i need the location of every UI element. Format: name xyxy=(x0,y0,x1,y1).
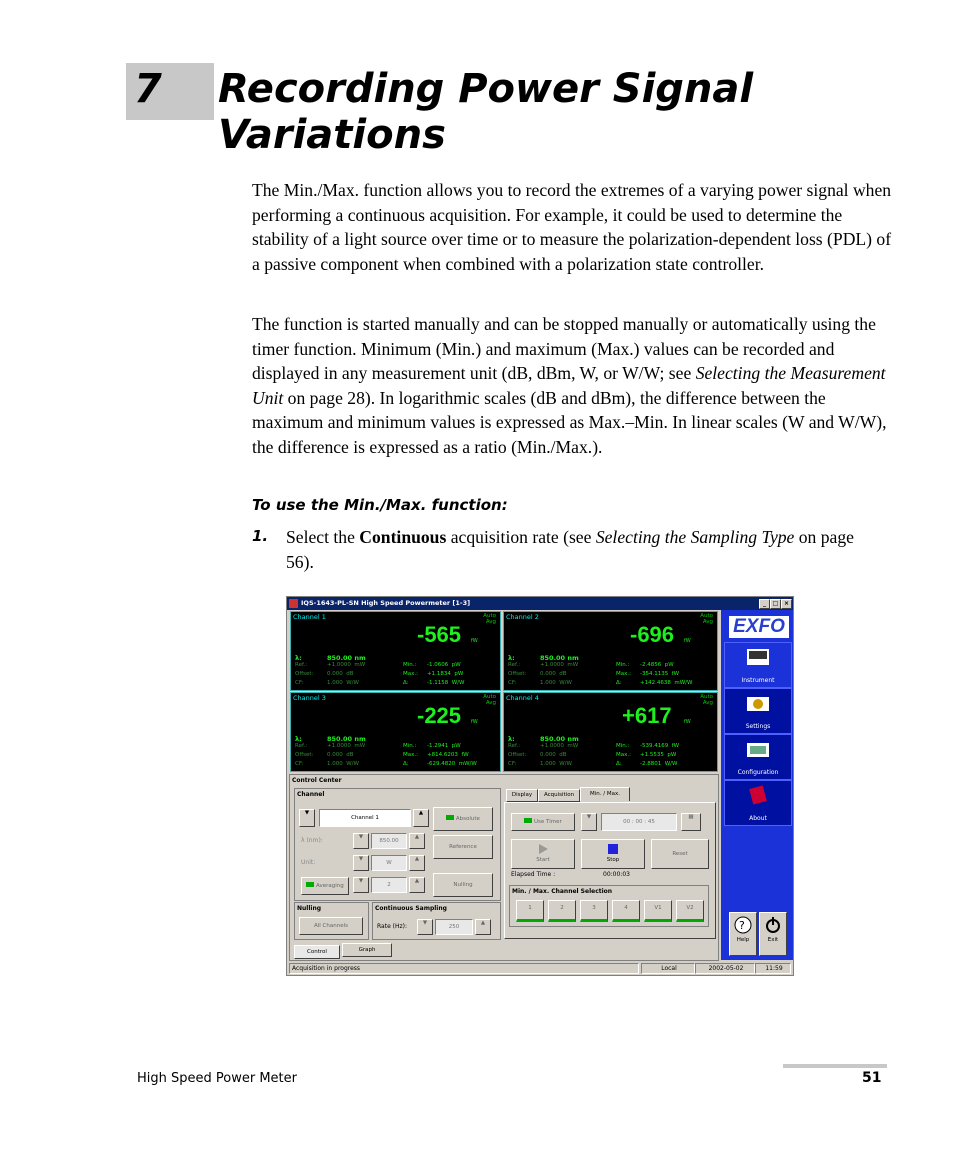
wavelength-field-label: λ (nm): xyxy=(301,837,323,844)
status-message: Acquisition in progress xyxy=(289,963,639,974)
step-number: 1. xyxy=(252,527,269,545)
app-screenshot xyxy=(286,596,794,976)
sidebar-item-instrument[interactable]: Instrument xyxy=(724,642,792,688)
gear-icon xyxy=(747,695,769,713)
channel-selection-title: Min. / Max. Channel Selection xyxy=(512,888,613,895)
exfo-logo: EXFO xyxy=(729,616,789,638)
param-values: +1.0000 mW 0.000 dB 1.000 W/W xyxy=(327,743,366,767)
select-channel-2[interactable]: 2 xyxy=(548,900,576,922)
minmax-labels: Min.: Max.: Δ: xyxy=(616,743,631,767)
timer-input[interactable]: 00 : 00 : 45 xyxy=(601,813,677,831)
channel-name: Channel 3 xyxy=(293,694,326,702)
channel-group-title: Channel xyxy=(297,791,325,798)
averaging-toggle[interactable]: Averaging xyxy=(301,877,349,895)
procedure-heading: To use the Min./Max. function: xyxy=(252,496,508,514)
channel-name: Channel 4 xyxy=(506,694,539,702)
power-value: -225 xyxy=(417,703,462,728)
window-title: IQS-1643-PL-SN High Speed Powermeter [1-3] xyxy=(301,599,471,607)
power-value: -565 xyxy=(417,622,462,647)
wavelength-label: λ: xyxy=(295,735,302,743)
nulling-group-title: Nulling xyxy=(297,905,322,912)
stop-button[interactable]: Stop xyxy=(581,839,645,869)
wavelength-value: 850.00 nm xyxy=(540,654,579,662)
about-book-icon xyxy=(749,785,767,805)
rate-label: Rate (Hz): xyxy=(377,923,408,930)
minmax-values: -1.2941 pW +814.6203 fW -629.4820 mW/W xyxy=(427,743,477,767)
channel-selection-group xyxy=(509,885,709,927)
wavelength-value: 850.00 nm xyxy=(327,735,366,743)
maximize-button[interactable]: □ xyxy=(770,599,781,609)
power-unit: fW xyxy=(684,638,691,644)
tab-min-max[interactable]: Min. / Max. xyxy=(580,787,630,801)
wavelength-input[interactable]: 850.00 xyxy=(371,833,407,849)
tab-control[interactable]: Control xyxy=(294,945,340,959)
app-icon xyxy=(289,599,298,608)
unit-down-button[interactable]: ▼ xyxy=(353,855,369,871)
start-button[interactable]: Start xyxy=(511,839,575,869)
stop-icon xyxy=(607,843,619,855)
averaging-input[interactable]: 2 xyxy=(371,877,407,893)
channel-display[interactable] xyxy=(290,611,501,691)
use-timer-toggle[interactable]: Use Timer xyxy=(511,813,575,831)
channel-prev-button[interactable]: ▼ xyxy=(299,809,315,827)
power-unit: fW xyxy=(471,719,478,725)
help-button[interactable]: ? Help xyxy=(729,912,757,956)
sidebar-item-about[interactable]: About xyxy=(724,780,792,826)
param-labels: Ref.: Offset: CF: xyxy=(295,743,314,767)
instrument-icon xyxy=(747,649,769,665)
tab-acquisition[interactable]: Acquisition xyxy=(538,789,580,802)
select-virtual-2[interactable]: V2 xyxy=(676,900,704,922)
channel-display[interactable] xyxy=(503,692,718,772)
cross-reference[interactable]: Selecting the Measurement Unit xyxy=(252,363,886,408)
channel-group xyxy=(294,788,501,901)
status-time: 11:59 xyxy=(755,963,791,974)
help-icon xyxy=(734,915,752,935)
select-channel-1[interactable]: 1 xyxy=(516,900,544,922)
power-unit: fW xyxy=(684,719,691,725)
nulling-group xyxy=(294,902,369,940)
minmax-labels: Min.: Max.: Δ: xyxy=(616,662,631,686)
reference-button[interactable]: Reference xyxy=(433,835,493,859)
play-icon xyxy=(537,843,549,855)
wavelength-down-button[interactable]: ▼ xyxy=(353,833,369,849)
timer-down-button[interactable]: ▼ xyxy=(581,813,597,831)
averaging-down-button[interactable]: ▼ xyxy=(353,877,369,893)
calculator-icon[interactable]: ▦ xyxy=(681,813,701,831)
footer-rule xyxy=(783,1064,887,1068)
sidebar-item-configuration[interactable]: Configuration xyxy=(724,734,792,780)
select-channel-4[interactable]: 4 xyxy=(612,900,640,922)
range-mode: Auto Avg xyxy=(700,613,713,625)
channel-display[interactable] xyxy=(290,692,501,772)
param-labels: Ref.: Offset: CF: xyxy=(295,662,314,686)
tab-graph[interactable]: Graph xyxy=(342,943,392,957)
control-center-title: Control Center xyxy=(292,777,342,784)
status-bar xyxy=(287,961,793,975)
unit-select[interactable]: W xyxy=(371,855,407,871)
power-icon xyxy=(764,915,782,935)
channel-name: Channel 1 xyxy=(293,613,326,621)
minmax-values: -539.4169 fW +1.5535 pW -2.8801 W/W xyxy=(640,743,680,767)
wavelength-label: λ: xyxy=(508,654,515,662)
unit-up-button[interactable]: ▲ xyxy=(409,855,425,871)
status-mode: Local xyxy=(641,963,695,974)
power-unit: fW xyxy=(471,638,478,644)
channel-name: Channel 2 xyxy=(506,613,539,621)
elapsed-time-value: 00:00:03 xyxy=(603,871,630,878)
power-value: +617 xyxy=(622,703,672,728)
rate-up-button[interactable]: ▲ xyxy=(475,919,491,935)
step-text: Select the Continuous acquisition rate (see Selecting the Sampling Type on page 56). xyxy=(286,527,854,572)
rate-input[interactable]: 250 xyxy=(435,919,473,935)
window-titlebar xyxy=(287,597,793,610)
function-paragraph: The function is started manually and can be stopped manually or automatically using the timer function. Minimum (Min.) and maximum (Max.) values can be recorded and displayed in any measurement unit (dB, dBm, W, or W/W; see Selecting the Measurement Unit on page 28). In logarithmic scales (dB and dBm), the difference between the maximum and minimum values is expressed as Max.–Min. In linear scales (W and W/W), the difference is expressed as a ratio (Min./Max.). xyxy=(252,314,887,457)
led-indicator xyxy=(524,818,532,823)
channel-next-button[interactable]: ▲ xyxy=(413,809,429,827)
reset-button[interactable]: Reset xyxy=(651,839,709,869)
power-value: -696 xyxy=(630,622,675,647)
nulling-button[interactable]: Nulling xyxy=(433,873,493,897)
wavelength-up-button[interactable]: ▲ xyxy=(409,833,425,849)
param-values: +1.0000 mW 0.000 dB 1.000 W/W xyxy=(540,662,579,686)
minimize-button[interactable]: _ xyxy=(759,599,770,609)
elapsed-time-label: Elapsed Time : xyxy=(511,871,556,878)
channel-select[interactable]: Channel 1 xyxy=(319,809,411,827)
exit-button[interactable]: Exit xyxy=(759,912,787,956)
wavelength-value: 850.00 nm xyxy=(540,735,579,743)
led-indicator xyxy=(306,882,314,887)
led-indicator xyxy=(446,815,454,820)
sidebar-item-settings[interactable]: Settings xyxy=(724,688,792,734)
wavelength-label: λ: xyxy=(295,654,302,662)
page-number: 51 xyxy=(862,1070,882,1086)
rate-down-button[interactable]: ▼ xyxy=(417,919,433,935)
chapter-title: Recording Power Signal Variations xyxy=(218,66,754,158)
configuration-icon xyxy=(747,741,769,759)
averaging-up-button[interactable]: ▲ xyxy=(409,877,425,893)
minmax-labels: Min.: Max.: Δ: xyxy=(403,743,418,767)
wavelength-value: 850.00 nm xyxy=(327,654,366,662)
close-button[interactable]: × xyxy=(781,599,792,609)
select-channel-3[interactable]: 3 xyxy=(580,900,608,922)
null-all-channels-button[interactable]: All Channels xyxy=(299,917,363,935)
minmax-labels: Min.: Max.: Δ: xyxy=(403,662,418,686)
continuous-sampling-group xyxy=(372,902,501,940)
svg-text:?: ? xyxy=(739,919,745,932)
range-mode: Auto Avg xyxy=(700,694,713,706)
footer-title: High Speed Power Meter xyxy=(137,1071,297,1086)
tab-display[interactable]: Display xyxy=(506,789,538,802)
chapter-number: 7 xyxy=(134,66,162,112)
wavelength-label: λ: xyxy=(508,735,515,743)
minmax-values: -1.0606 pW +1.1834 pW -1.1158 W/W xyxy=(427,662,465,686)
select-virtual-1[interactable]: V1 xyxy=(644,900,672,922)
cross-reference[interactable]: Selecting the Sampling Type xyxy=(595,527,795,547)
absolute-toggle[interactable]: Absolute xyxy=(433,807,493,831)
param-values: +1.0000 mW 0.000 dB 1.000 W/W xyxy=(327,662,366,686)
channel-display[interactable] xyxy=(503,611,718,691)
minmax-values: -2.4856 pW -354.1135 fW +142.4638 mW/W xyxy=(640,662,693,686)
param-labels: Ref.: Offset: CF: xyxy=(508,662,527,686)
range-mode: Auto Avg xyxy=(483,613,496,625)
param-labels: Ref.: Offset: CF: xyxy=(508,743,527,767)
control-center xyxy=(289,774,719,961)
param-values: +1.0000 mW 0.000 dB 1.000 W/W xyxy=(540,743,579,767)
unit-field-label: Unit: xyxy=(301,859,316,866)
sidebar xyxy=(721,610,793,960)
intro-paragraph: The Min./Max. function allows you to record the extremes of a varying power signal when performing a continuous acquisition. For example, it could be used to determine the stability of a light source over time or to measure the polarization-dependent loss (PDL) of a passive component when combined with a polarization state controller. xyxy=(252,180,892,274)
min-max-tab-panel xyxy=(504,802,716,939)
status-date: 2002-05-02 xyxy=(695,963,755,974)
continuous-sampling-title: Continuous Sampling xyxy=(375,905,447,912)
range-mode: Auto Avg xyxy=(483,694,496,706)
